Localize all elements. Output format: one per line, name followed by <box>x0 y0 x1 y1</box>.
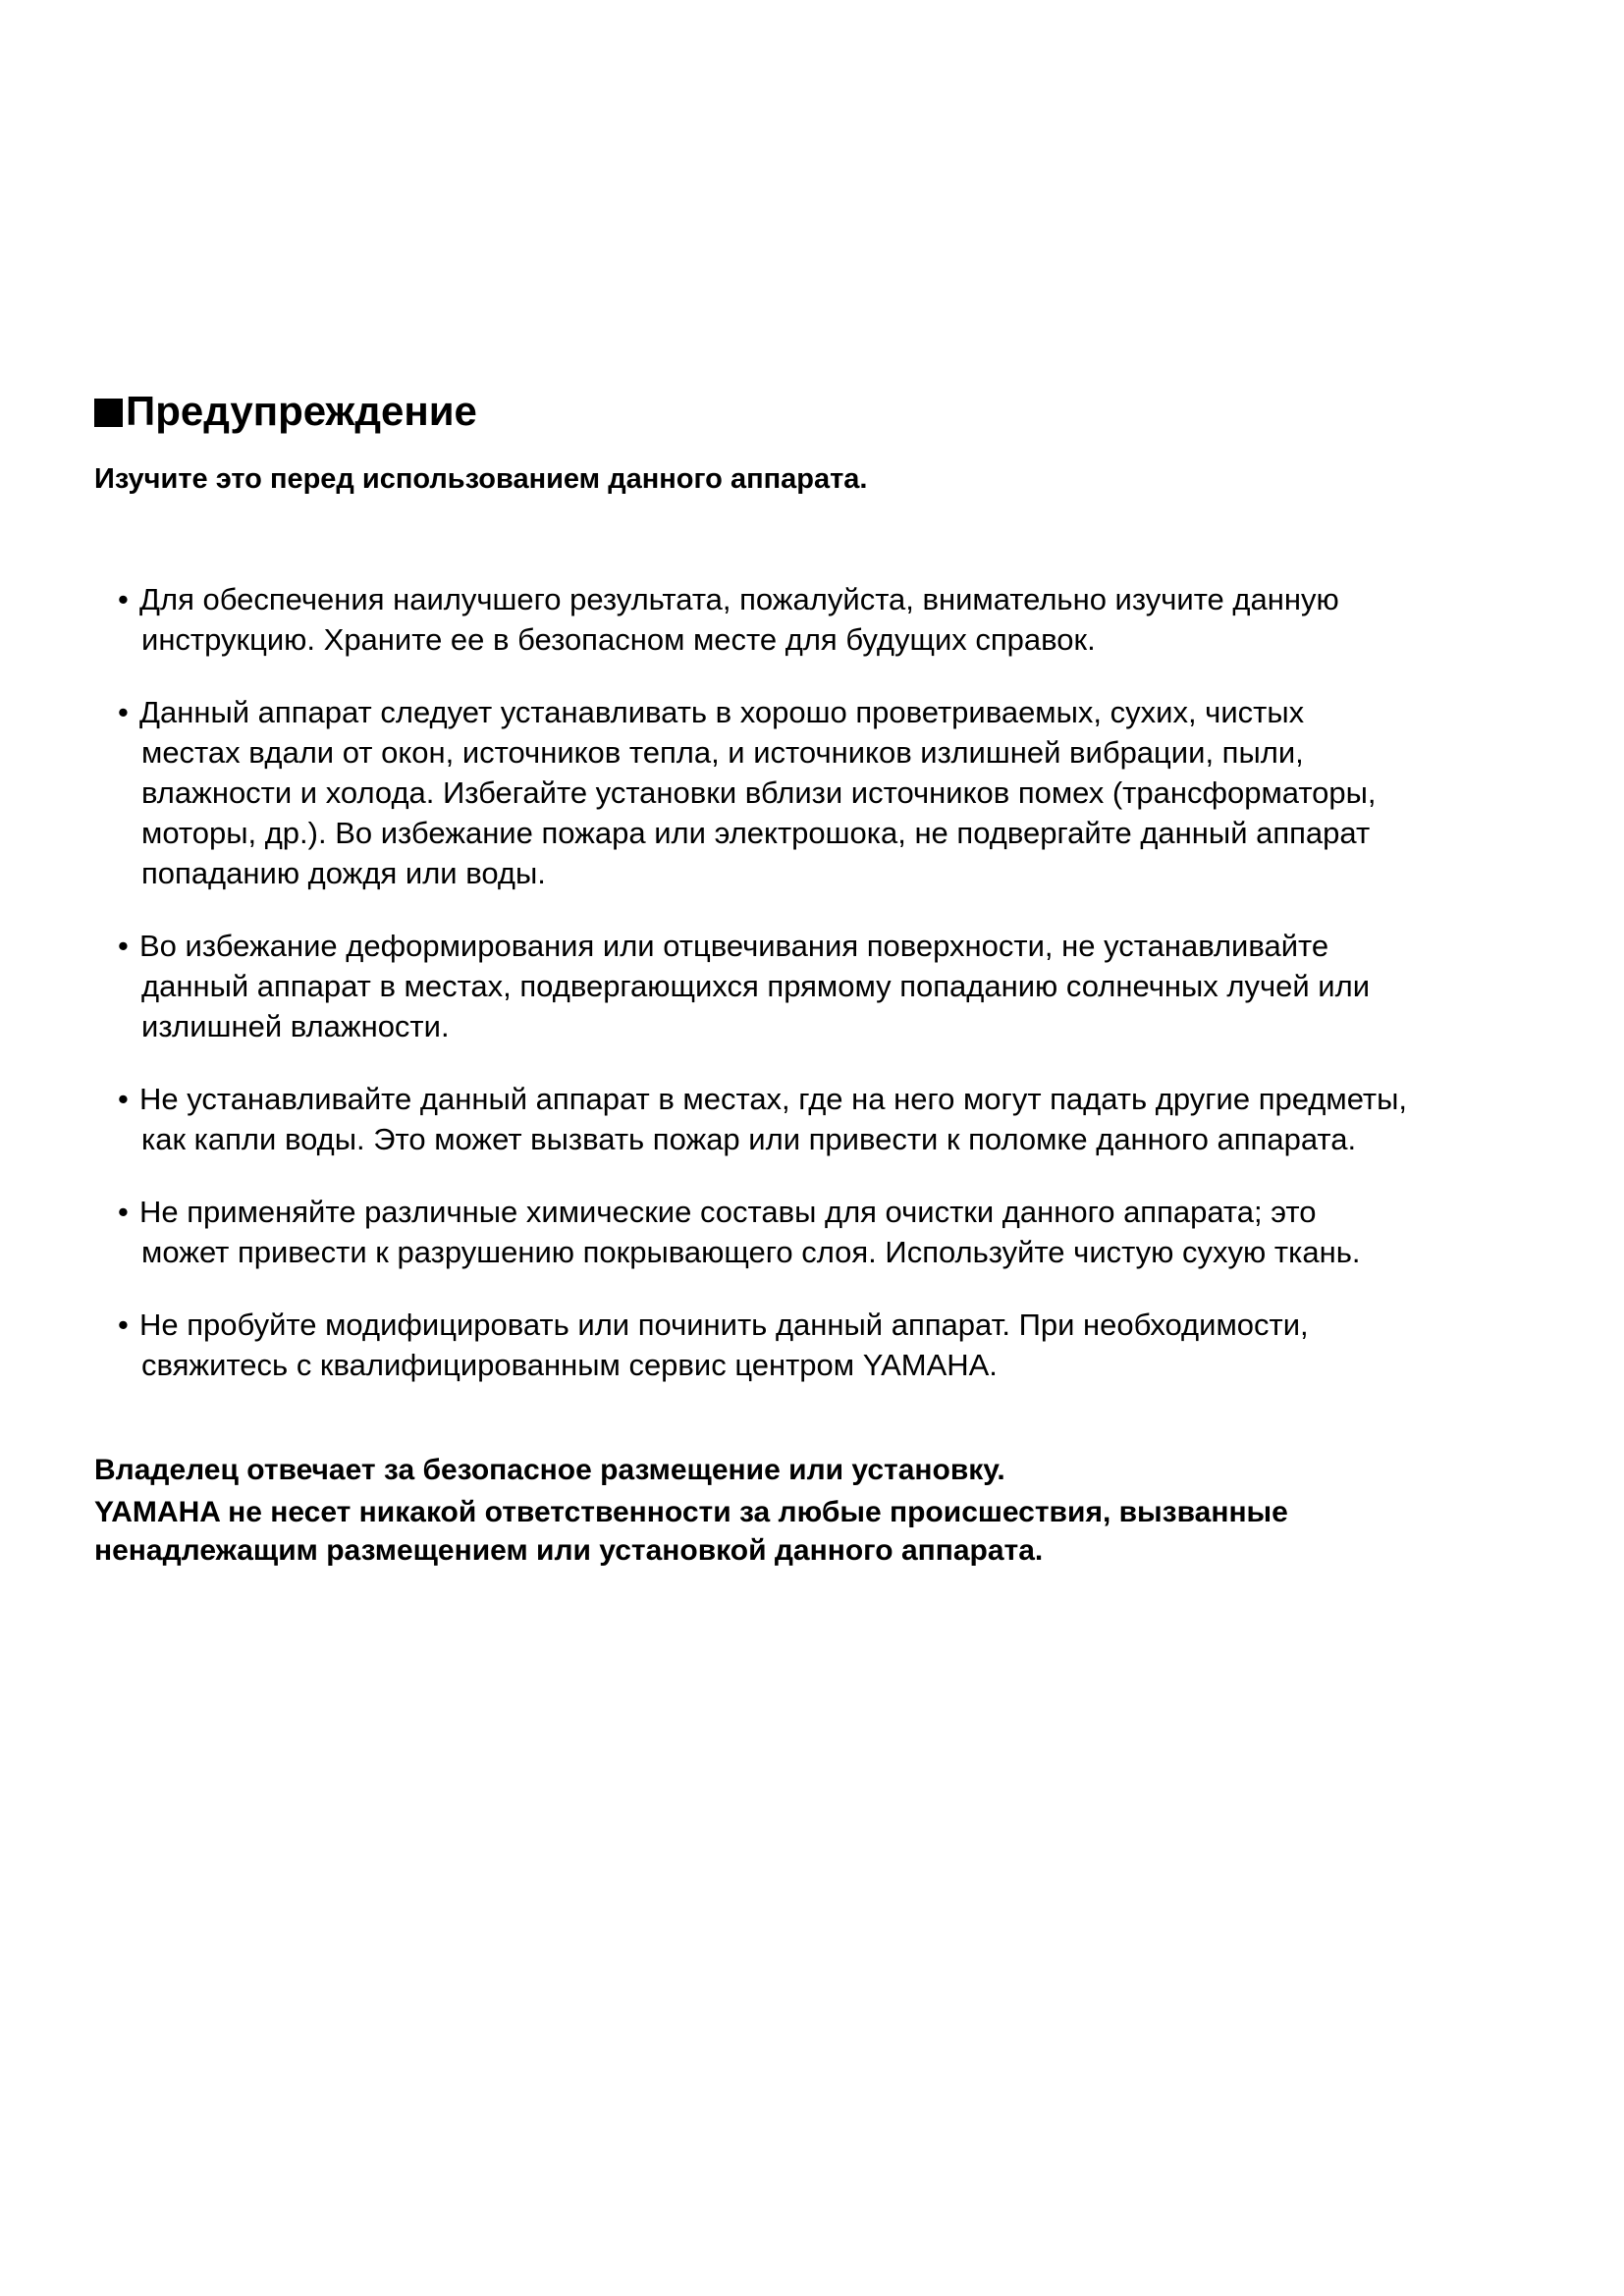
liability-disclaimer-line: ненадлежащим размещением или установкой данного аппарата. <box>94 1534 1044 1567</box>
list-item <box>118 692 1542 893</box>
warning-subtitle: Изучите это перед использованием данного аппарата. <box>94 463 868 495</box>
list-item-line: инструкцию. Храните ее в безопасном месте для будущих справок. <box>141 622 1096 657</box>
warning-list <box>118 579 1542 1417</box>
list-item-line: Во избежание деформирования или отцвечивания поверхности, не устанавливайте <box>139 929 1329 963</box>
list-item-line: Не пробуйте модифицировать или починить данный аппарат. При необходимости, <box>139 1308 1309 1342</box>
bullet-icon: • <box>118 582 129 616</box>
list-item <box>118 926 1542 1046</box>
list-item <box>118 579 1542 660</box>
list-item <box>118 1192 1542 1272</box>
list-item-line: может привести к разрушению покрывающего слоя. Используйте чистую сухую ткань. <box>141 1235 1361 1269</box>
list-item-line: излишней влажности. <box>141 1009 450 1043</box>
bullet-icon: • <box>118 929 129 963</box>
list-item-line: данный аппарат в местах, подвергающихся прямому попаданию солнечных лучей или <box>141 969 1371 1003</box>
bullet-icon: • <box>118 1082 129 1116</box>
list-item-line: Не устанавливайте данный аппарат в местах, где на него могут падать другие предметы, <box>139 1082 1408 1116</box>
list-item-line: моторы, др.). Во избежание пожара или электрошока, не подвергайте данный аппарат <box>141 816 1371 850</box>
bullet-icon: • <box>118 1308 129 1342</box>
list-item-line: попаданию дождя или воды. <box>141 856 546 890</box>
responsibility-notice <box>94 1451 1288 1570</box>
list-item-line: влажности и холода. Избегайте установки вблизи источников помех (трансформаторы, <box>141 775 1377 810</box>
list-item-line: Данный аппарат следует устанавливать в хорошо проветриваемых, сухих, чистых <box>139 695 1305 729</box>
warning-heading <box>94 388 477 434</box>
list-item-line: свяжитесь с квалифицированным сервис центром YAMAHA. <box>141 1348 998 1382</box>
list-item <box>118 1079 1542 1159</box>
list-item-line: Для обеспечения наилучшего результата, пожалуйста, внимательно изучите данную <box>139 582 1339 616</box>
list-item-line: как капли воды. Это может вызвать пожар или привести к поломке данного аппарата. <box>141 1122 1357 1156</box>
bullet-icon: • <box>118 695 129 729</box>
liability-disclaimer-line: YAMAHA не несет никакой ответственности за любые происшествия, вызванные <box>94 1496 1288 1528</box>
bullet-icon: • <box>118 1195 129 1229</box>
list-item-line: Не применяйте различные химические составы для очистки данного аппарата; это <box>139 1195 1317 1229</box>
square-bullet-icon <box>94 399 123 427</box>
list-item <box>118 1305 1542 1385</box>
warning-title: Предупреждение <box>126 388 477 434</box>
owner-responsibility-text: Владелец отвечает за безопасное размещение или установку. <box>94 1454 1005 1486</box>
list-item-line: местах вдали от окон, источников тепла, и источников излишней вибрации, пыли, <box>141 735 1304 770</box>
